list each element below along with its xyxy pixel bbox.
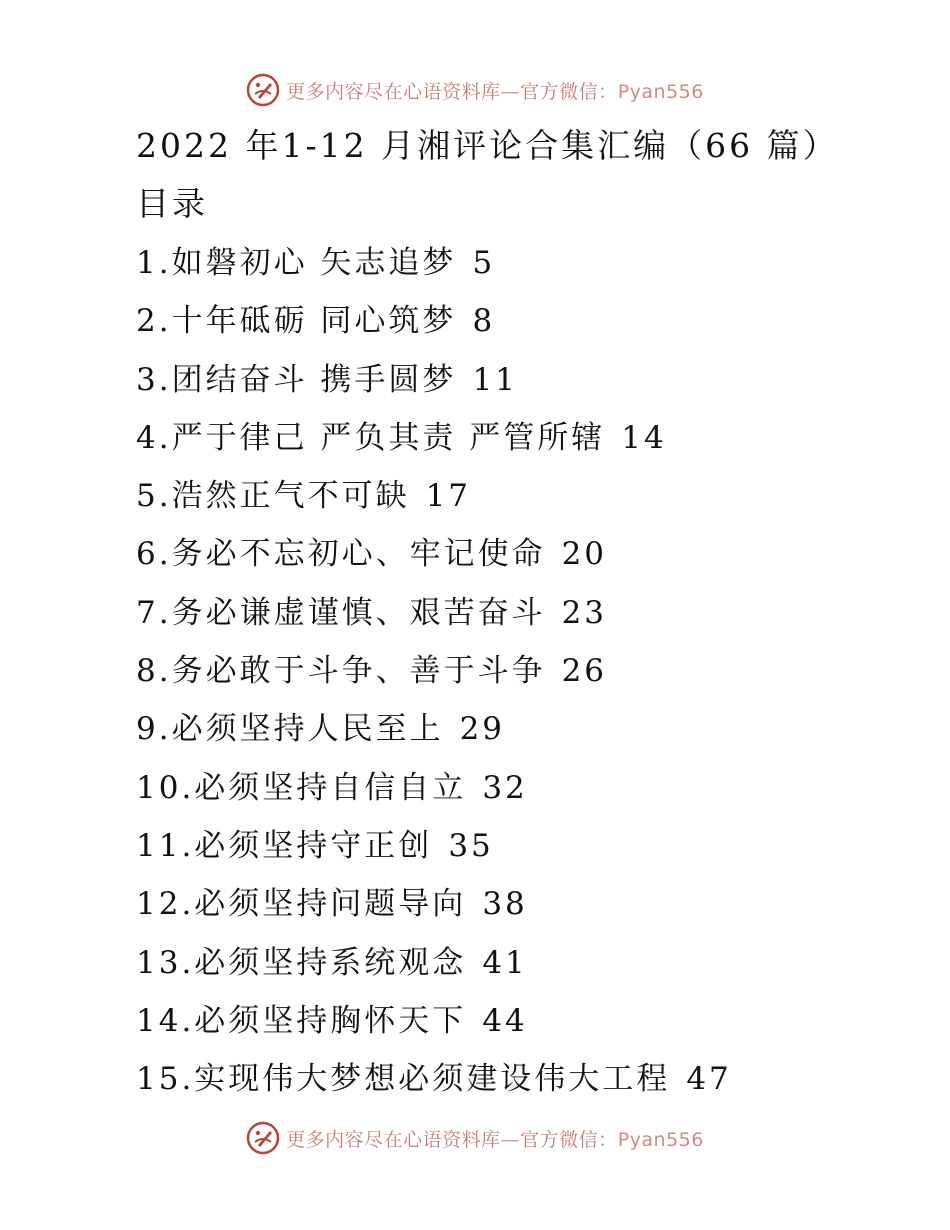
toc-entry[interactable] (136, 471, 732, 529)
toc-entry[interactable] (136, 704, 732, 762)
toc-entry[interactable] (136, 296, 732, 354)
toc-entry-label: 10.必须坚持自信自立 (136, 769, 467, 806)
book-pen-logo-icon (246, 73, 280, 107)
toc-entry-page: 17 (425, 478, 472, 515)
toc-entry-label: 5.浩然正气不可缺 (136, 478, 410, 515)
toc-entry[interactable] (136, 821, 732, 879)
toc-entry-page: 26 (561, 653, 608, 690)
footer-watermark (0, 1118, 950, 1158)
toc-entry[interactable] (136, 938, 732, 996)
toc-entry[interactable] (136, 413, 732, 471)
toc-entry[interactable] (136, 763, 732, 821)
toc-entry-label: 2.十年砥砺 同心筑梦 (136, 303, 457, 340)
toc-entry-label: 4.严于律己 严负其责 严管所辖 (136, 419, 606, 456)
toc-entry[interactable] (136, 1054, 732, 1112)
document-title: 2022 年1-12 月湘评论合集汇编（66 篇） (136, 126, 839, 165)
toc-entry-label: 15.实现伟大梦想必须建设伟大工程 (136, 1061, 671, 1098)
toc-entry-page: 11 (472, 361, 518, 398)
toc-entry-label: 14.必须坚持胸怀天下 (136, 1002, 467, 1039)
toc-entry-page: 20 (561, 536, 608, 573)
toc-entry-page: 44 (482, 1002, 528, 1039)
toc-entry-page: 41 (482, 944, 528, 981)
toc-entry-page: 29 (459, 711, 506, 748)
toc-entry-label: 13.必须坚持系统观念 (136, 944, 467, 981)
toc-entry-page: 5 (472, 245, 496, 281)
toc-entry-page: 32 (482, 769, 528, 806)
watermark-text: 更多内容尽在心语资料库—官方微信：Pyan556 (286, 1128, 704, 1151)
toc-entry-page: 47 (686, 1061, 732, 1098)
toc-entry-label: 9.必须坚持人民至上 (136, 711, 444, 748)
toc-entry[interactable] (136, 355, 732, 413)
toc-entry-label: 8.务必敢于斗争、善于斗争 (136, 653, 546, 690)
toc-entry-label: 12.必须坚持问题导向 (136, 886, 467, 923)
toc-heading: 目录 (136, 184, 208, 223)
toc-list (136, 238, 732, 1112)
toc-entry-page: 23 (561, 594, 608, 631)
toc-entry[interactable] (136, 996, 732, 1054)
toc-entry-page: 14 (621, 419, 667, 456)
toc-entry[interactable] (136, 646, 732, 704)
toc-entry-label: 6.务必不忘初心、牢记使命 (136, 536, 546, 573)
toc-entry-page: 35 (448, 827, 494, 864)
toc-entry[interactable] (136, 529, 732, 587)
toc-entry-label: 1.如磐初心 矢志追梦 (136, 245, 457, 281)
toc-entry-page: 38 (482, 886, 528, 923)
toc-entry-label: 11.必须坚持守正创 (136, 827, 433, 864)
toc-entry-label: 3.团结奋斗 携手圆梦 (136, 361, 457, 398)
toc-entry-label: 7.务必谦虚谨慎、艰苦奋斗 (136, 594, 546, 631)
watermark-text: 更多内容尽在心语资料库—官方微信：Pyan556 (286, 80, 704, 103)
toc-entry[interactable] (136, 879, 732, 937)
toc-entry[interactable] (136, 238, 732, 296)
book-pen-logo-icon (246, 1121, 280, 1155)
toc-entry-page: 8 (472, 303, 496, 340)
toc-entry[interactable] (136, 588, 732, 646)
header-watermark (0, 70, 950, 110)
